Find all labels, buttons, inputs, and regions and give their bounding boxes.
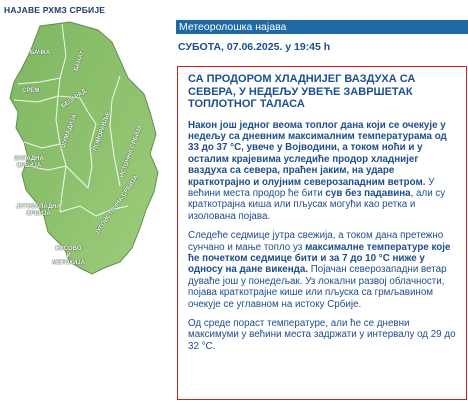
forecast-paragraph-1-rest-a: У већини места продор ће бити xyxy=(188,176,435,199)
region-label-pomoravlje[interactable]: ПОМОРАВЉЕ xyxy=(92,110,113,152)
forecast-paragraph-3: Од среде пораст температуре, али ће се дневни максимуми у већини места задржати у интервалу од 29 до 32 °C. xyxy=(188,318,456,352)
serbia-regions-map[interactable] xyxy=(0,16,174,401)
forecast-panel xyxy=(177,66,467,400)
forecast-paragraph-1-rest-bold: сув без падавина xyxy=(325,187,411,199)
forecast-date: СУБОТА, 07.06.2025. у 19:45 h xyxy=(178,41,331,53)
forecast-paragraph-2 xyxy=(188,230,456,310)
region-label-kosovo[interactable]: КОСОВО И МЕТОХИЈА xyxy=(52,246,85,266)
region-label-backa[interactable]: БАЧКА xyxy=(30,50,51,56)
region-label-istocna-srbija[interactable]: ИСТОЧНА СРБИЈА xyxy=(119,124,144,179)
region-label-jugoistocna-srbija[interactable]: ЈУГОИСТОЧНА СРБИЈА xyxy=(94,174,140,236)
region-label-srem[interactable]: СРЕМ xyxy=(22,88,40,94)
forecast-paragraph-1-bold: Након још једног веома топлог дана који се очекује у недељу са дневним максималним температурама од 33 до 37 °C, увече у Војводини, а током ноћи и у осталим крајевима уследиће продор хладнијег ваздуха са севера, праћен јаким, на ударе краткотрајно и олујним северозападним ветром. xyxy=(188,119,447,188)
region-label-beograd[interactable]: БЕОГРАД xyxy=(60,88,88,110)
forecast-headline: СА ПРОДОРОМ ХЛАДНИЈЕГ ВАЗДУХА СА СЕВЕРА, У НЕДЕЉУ УВЕЋЕ ЗАВРШЕТАК ТОПЛОТНОГ ТАЛАСА xyxy=(188,73,416,110)
forecast-paragraph-1-rest-b: , али су краткотрајна киша или пљусак могући као ретка и изолована појава. xyxy=(188,187,446,222)
region-label-banat[interactable]: БАНАТ xyxy=(73,50,87,72)
forecast-paragraph-2-bold: максималне температуре које ће почетком седмице бити и за 7 до 10 °C ниже у односу на дане викенда. xyxy=(188,241,451,276)
forecast-paragraph-1 xyxy=(188,120,456,223)
forecast-paragraph-2-a: Следеће седмице јутра свежија, а током дана претежно сунчано и мање топло уз xyxy=(188,230,444,253)
page-top-title: НАЈАВЕ РХМЗ СРБИЈЕ xyxy=(4,5,106,15)
region-label-jugozapadna-srbija[interactable]: ЈУГОЗАПАДНА СРБИЈА xyxy=(16,204,61,217)
forecast-paragraph-2-b: Појачан северозападни ветар дуваће још у понедељак. Уз локални развој облачности, појава краткотрајне кише или пљуска са грмљавином очекује се углавном на истоку Србије. xyxy=(188,264,447,310)
region-label-zapadna-srbija[interactable]: ЗАПАДНА СРБИЈА xyxy=(14,156,44,169)
forecast-header-bar: Метеоролошка најава xyxy=(176,20,468,34)
region-label-sumadija[interactable]: ШУМАДИЈА xyxy=(60,113,79,150)
